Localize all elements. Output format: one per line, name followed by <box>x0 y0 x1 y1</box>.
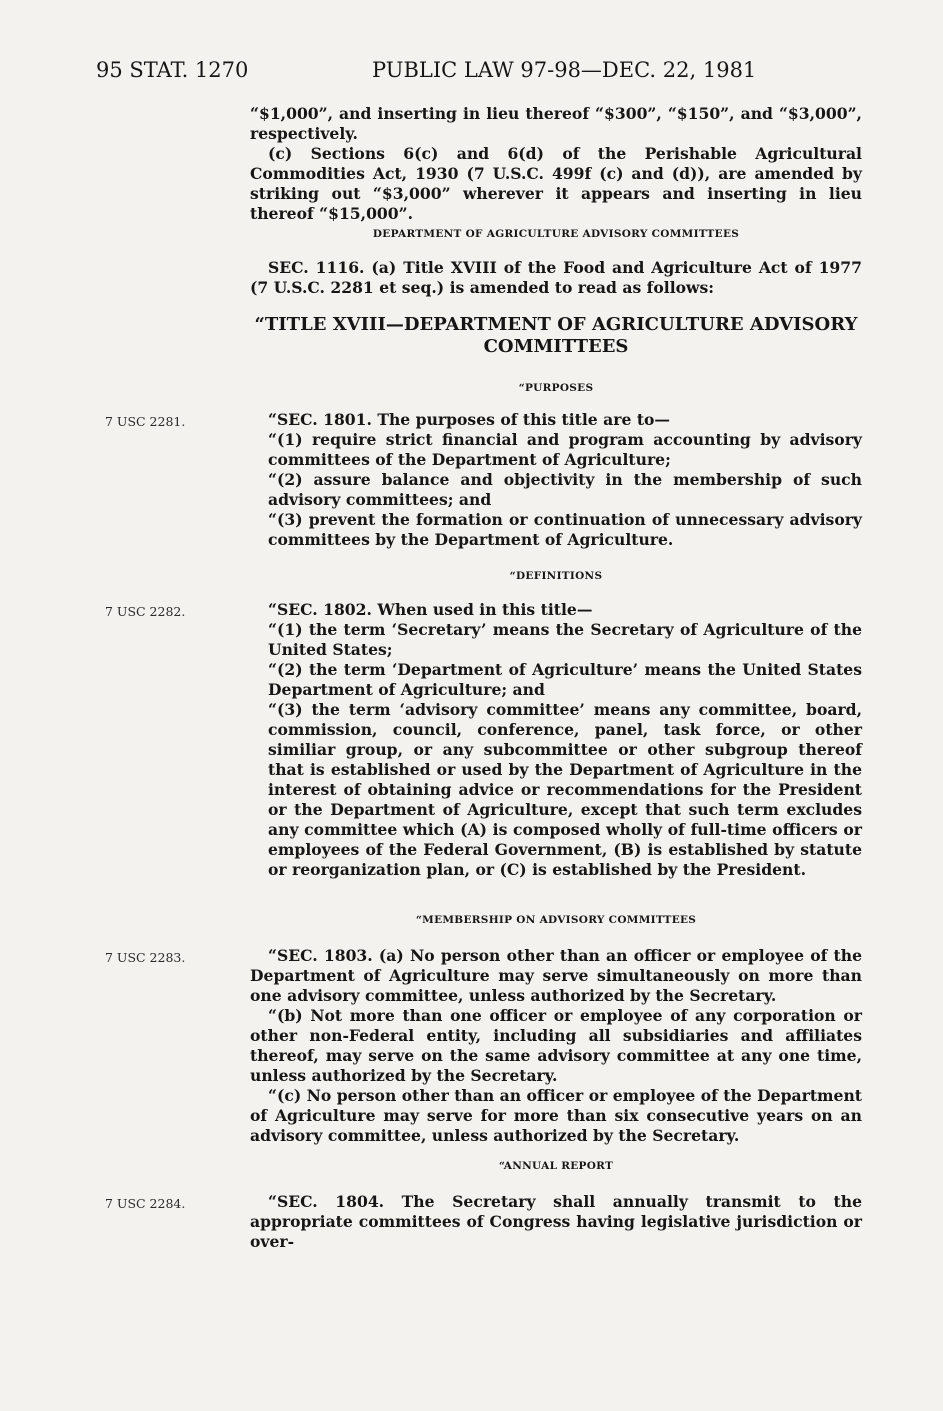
paragraph <box>250 258 862 298</box>
amendment-text: “$1,000”, and inserting in lieu thereof “$300”, “$150”, and “$3,000”, respectively. <box>250 104 862 143</box>
stat-reference: 95 STAT. 1270 <box>96 58 249 82</box>
membership-heading: “MEMBERSHIP ON ADVISORY COMMITTEES <box>415 914 697 926</box>
margin-note: 7 USC 2283. <box>105 950 186 965</box>
public-law-heading: PUBLIC LAW 97-98—DEC. 22, 1981 <box>372 58 757 82</box>
sec-1801-item: “(1) require strict financial and program accounting by advisory committees of the Department of Agriculture; <box>268 430 862 469</box>
sec-1801-item: “(2) assure balance and objectivity in the membership of such advisory committees; and <box>268 470 862 509</box>
section-1801 <box>250 410 862 550</box>
margin-note: 7 USC 2284. <box>105 1196 186 1211</box>
sec-1116-text: SEC. 1116. (a) Title XVIII of the Food and Agriculture Act of 1977 (7 U.S.C. 2281 et seq.) is amended to read as follows: <box>250 258 862 297</box>
margin-note: 7 USC 2281. <box>105 414 186 429</box>
sec-1802-intro: “SEC. 1802. When used in this title— <box>268 600 593 619</box>
section-c-text: (c) Sections 6(c) and 6(d) of the Perishable Agricultural Commodities Act, 1930 (7 U.S.C. 499f (c) and (d)), are amended by striking out “$3,000” wherever it appears and inserting in lieu thereof “$15,000”. <box>250 144 862 223</box>
title-heading: “TITLE XVIII—DEPARTMENT OF AGRICULTURE ADVISORY COMMITTEES <box>254 314 858 357</box>
definitions-heading: “DEFINITIONS <box>509 570 603 582</box>
sec-1801-item: “(3) prevent the formation or continuation of unnecessary advisory committees by the Department of Agriculture. <box>268 510 862 549</box>
sec-1803-a: “SEC. 1803. (a) No person other than an officer or employee of the Department of Agriculture may serve simultaneously on more than one advisory committee, unless authorized by the Secretary. <box>250 946 862 1005</box>
sec-1802-item: “(2) the term ‘Department of Agriculture’ means the United States Department of Agriculture; and <box>268 660 862 699</box>
sec-1802-item: “(3) the term ‘advisory committee’ means any committee, board, commission, council, conference, panel, task force, or other similiar group, or any subcommittee or other subgroup thereof that is established or used by the Department of Agriculture in the interest of obtaining advice or recommendations for the President or the Department of Agriculture, except that such term excludes any committee which (A) is composed wholly of full-time officers or employees of the Federal Government, (B) is established by statute or reorganization plan, or (C) is established by the President. <box>268 700 862 879</box>
sec-1801-intro: “SEC. 1801. The purposes of this title are to— <box>268 410 671 429</box>
section-1802 <box>250 600 862 880</box>
section-heading: DEPARTMENT OF AGRICULTURE ADVISORY COMMITTEES <box>372 228 740 240</box>
sec-1803-c: “(c) No person other than an officer or employee of the Department of Agriculture may serve for more than six consecutive years on an advisory committee, unless authorized by the Secretary. <box>250 1086 862 1145</box>
section-1803 <box>250 946 862 1146</box>
sec-1804-text: “SEC. 1804. The Secretary shall annually transmit to the appropriate committees of Congress having legislative jurisdiction or over- <box>250 1192 862 1251</box>
sec-1802-item: “(1) the term ‘Secretary’ means the Secretary of Agriculture of the United States; <box>268 620 862 659</box>
sec-1803-b: “(b) Not more than one officer or employee of any corporation or other non-Federal entity, including all subsidiaries and affiliates thereof, may serve on the same advisory committee at any one time, unless authorized by the Secretary. <box>250 1006 862 1085</box>
purposes-heading: “PURPOSES <box>518 382 594 394</box>
paragraph <box>250 104 862 224</box>
annual-report-heading: “ANNUAL REPORT <box>498 1160 614 1172</box>
section-1804 <box>250 1192 862 1252</box>
margin-note: 7 USC 2282. <box>105 604 186 619</box>
